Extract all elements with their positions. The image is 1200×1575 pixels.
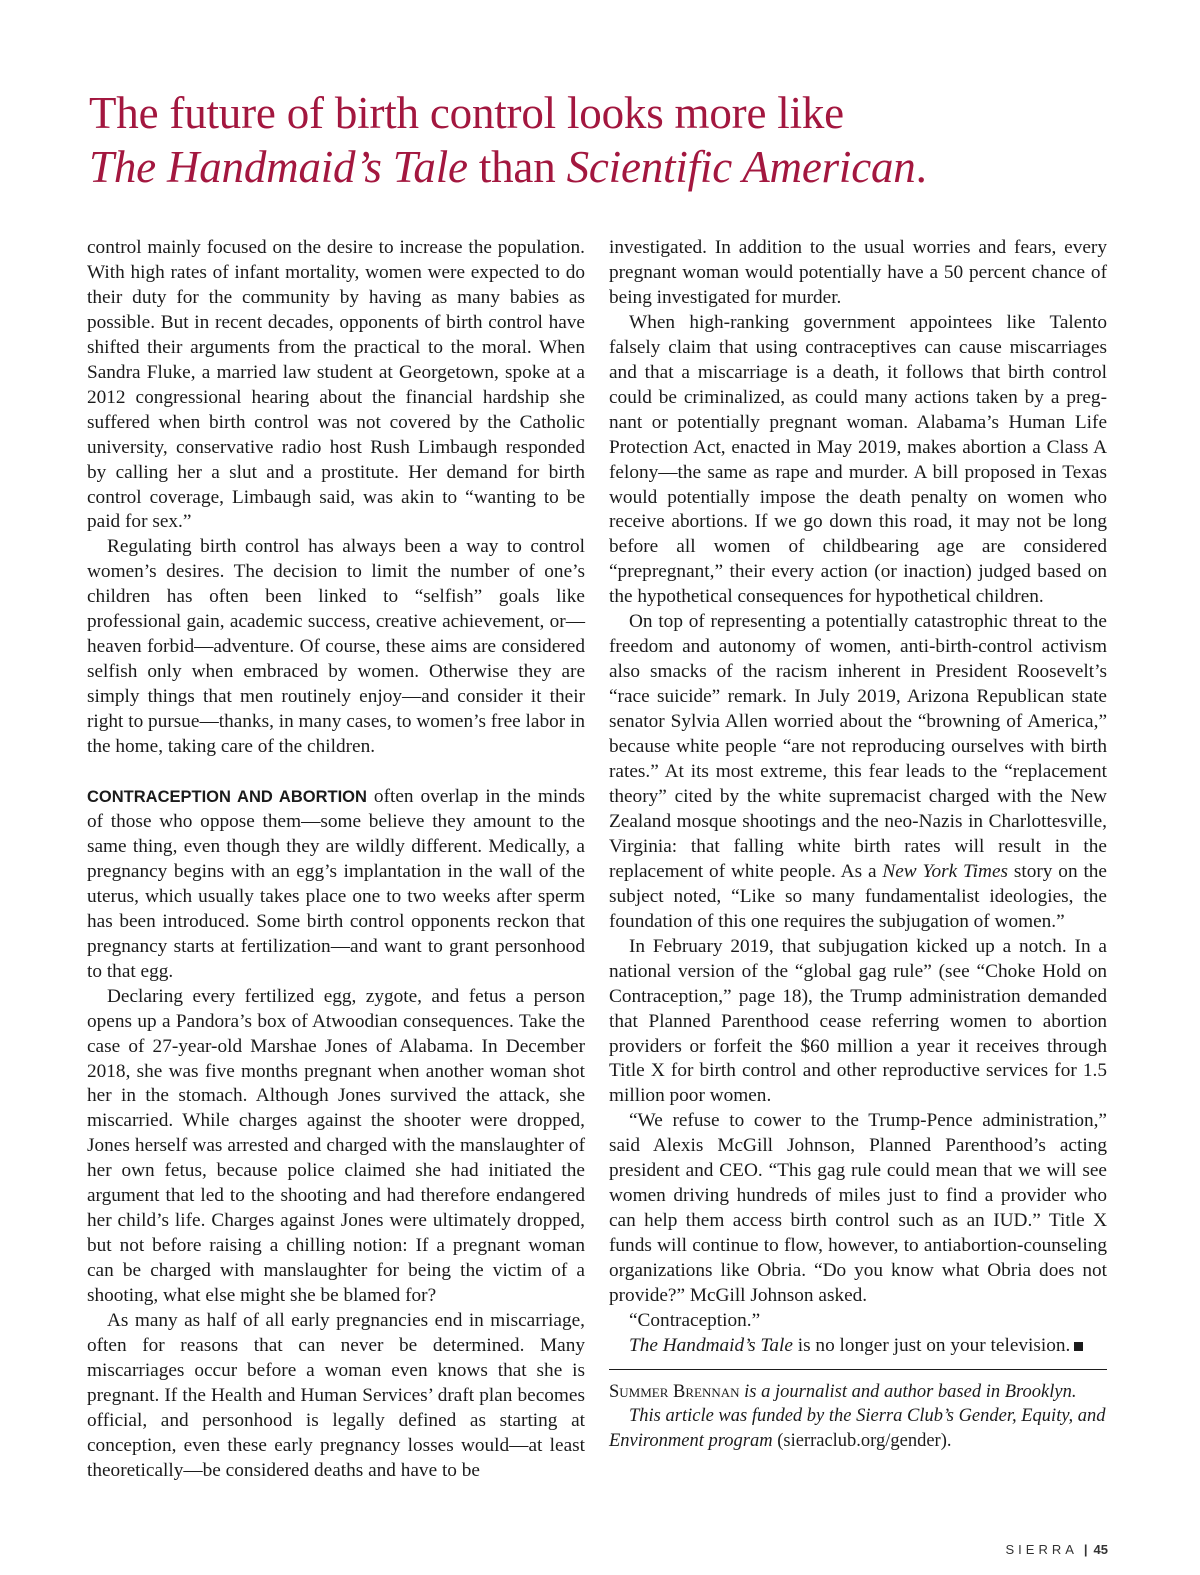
end-mark-icon bbox=[1074, 1342, 1083, 1351]
footer-separator: | bbox=[1083, 1542, 1088, 1557]
closing-text: is no longer just on your television. bbox=[792, 1334, 1071, 1356]
article-column-left bbox=[87, 236, 585, 1484]
section-paragraph-text: often overlap in the minds of those who oppose them—some believe they amount to the same thing, even though they are wildly different. Medically, a pregnancy begins with an egg’s implantation in the wall of the uterus, which usually takes place one to two weeks after sperm has been introduced. Some birth control opponents reckon that pregnancy starts at fertilization—and want to grant personhood to that egg. bbox=[87, 786, 585, 982]
headline-mid: than bbox=[467, 142, 567, 192]
page-footer bbox=[1005, 1542, 1108, 1557]
article-column-right bbox=[609, 236, 1107, 1453]
bio-divider bbox=[609, 1369, 1107, 1370]
funding-text: This article was funded by the Sierra Club’s Gender, Equity, and Environment program bbox=[609, 1406, 1106, 1451]
headline-end: . bbox=[915, 142, 927, 192]
publication-name: New York Times bbox=[882, 860, 1009, 882]
page-number: 45 bbox=[1093, 1542, 1108, 1557]
paragraph: “We refuse to cower to the Trump-Pence administration,” said Alexis McGill Johnson, Planned Parenthood’s acting president and CEO. “This gag rule could mean that we will see women driving hundreds of miles just to find a provider who can help them access birth control such as an IUD.” Title X funds will continue to flow, however, to antiabortion-counseling organizations like Obria. “Do you know what Obria does not provide?” McGill Johnson asked. bbox=[609, 1110, 1107, 1307]
closing-paragraph bbox=[609, 1334, 1107, 1359]
magazine-name: SIERRA bbox=[1005, 1542, 1078, 1557]
headline-line-2 bbox=[89, 140, 1119, 194]
section-paragraph bbox=[87, 785, 585, 985]
funding-note bbox=[609, 1404, 1107, 1453]
author-bio bbox=[609, 1380, 1107, 1405]
paragraph-text: On top of representing a potentially catastrophic threat to the freedom and autonomy of women, anti-birth-control activism also smacks of the racism inherent in President Roosevelt’s “race suicide” remark. In July 2019, Arizona Republican state senator Sylvia Allen worried about the “browning of America,” because white people “are not reproducing ourselves with birth rates.” At its most extreme, this fear leads to the “replacement theory” cited by the white supremacist charged with the New Zealand mosque shootings and the neo-Nazis in Charlottesville, Virginia: that falling white birth rates will result in the replacement of white people. As a bbox=[609, 611, 1107, 882]
headline-italic-title-2: Scientific American bbox=[566, 142, 916, 192]
author-name: Summer Brennan bbox=[609, 1381, 740, 1402]
paragraph: investigated. In addition to the usual worries and fears, every pregnant woman would potentially have a 50 percent chance of being investigated for murder. bbox=[609, 237, 1107, 308]
paragraph bbox=[609, 610, 1107, 934]
headline-line-1: The future of birth control looks more like bbox=[89, 88, 844, 138]
author-description: is a journalist and author based in Brooklyn. bbox=[739, 1381, 1077, 1402]
headline bbox=[89, 86, 1119, 194]
funding-url: (sierraclub.org/gender). bbox=[772, 1430, 952, 1451]
paragraph: Regulating birth control has always been a way to control women’s desires. The decision to limit the number of one’s children has often been linked to “selfish” goals like professional gain, academic success, creative achievement, or—heaven forbid—adventure. Of course, these aims are considered selfish only when embraced by women. Otherwise they are simply things that men routinely enjoy—and consider it their right to pursue—thanks, in many cases, to women’s free labor in the home, taking care of the children. bbox=[87, 536, 585, 758]
headline-italic-title-1: The Handmaid’s Tale bbox=[89, 142, 468, 192]
paragraph: In February 2019, that subjugation kicked up a notch. In a national version of the “global gag rule” (see “Choke Hold on Contraception,” page 18), the Trump administration demanded that Planned Parenthood cease referring women to abortion providers or forfeit the $60 million a year it receives through Title X for birth control and other reproductive services for 1.5 million poor women. bbox=[609, 935, 1107, 1107]
section-lead-in: CONTRACEPTION AND ABORTION bbox=[87, 788, 367, 807]
paragraph: Declaring every fertilized egg, zygote, and fetus a person opens up a Pandora’s box of Atwoodian consequences. Take the case of 27-year-old Marshae Jones of Alabama. In December 2018, she was five months pregnant when another woman shot her in the stomach. Although Jones survived the attack, she miscarried. While charges against the shooter were dropped, Jones herself was arrested and charged with the manslaughter of her own fetus, because police claimed she had initiated the argument that led to the shooting and had therefore endangered her child’s life. Charges against Jones were ultimately dropped, but not before raising a chilling notion: If a pregnant woman can be charged with manslaughter for being the victim of a shooting, what else might she be blamed for? bbox=[87, 985, 585, 1307]
paragraph: When high-ranking government appointees like Talento falsely claim that using contraceptives can cause miscarriages and that a miscarriage is a death, it follows that birth control could be criminalized, as could many actions taken by a pregnant or potentially pregnant woman. Alabama’s Human Life Protection Act, enacted in May 2019, makes abortion a Class A felony—the same as rape and murder. A bill proposed in Texas would potentially impose the death penalty on women who receive abortions. If we go down this road, it may not be long before all women of childbearing age are considered “prepregnant,” their every action (or inaction) judged based on the hypothetical consequences for hypothetical children. bbox=[609, 311, 1107, 608]
paragraph: As many as half of all early pregnancies end in miscarriage, often for reasons that can never be determined. Many miscarriages occur before a woman even knows that she is pregnant. If the Health and Human Services’ draft plan becomes official, and personhood is legally defined as starting at conception, even these early pregnancy losses would—at least theoretically—be considered deaths and have to be bbox=[87, 1310, 585, 1481]
paragraph: “Contraception.” bbox=[629, 1309, 761, 1331]
paragraph-text: story on the subject noted, “Like so many fundamentalist ideologies, the foundation of this one requires the subjugation of women.” bbox=[609, 860, 1107, 932]
paragraph: control mainly focused on the desire to increase the population. With high rates of infant mortality, women were expected to do their duty for the community by having as many babies as possible. But in recent decades, opponents of birth control have shifted their arguments from the practical to the moral. When Sandra Fluke, a married law student at Georgetown, spoke at a 2012 congressional hearing about the financial hardship she suffered when birth control was not covered by the Catholic university, conservative radio host Rush Limbaugh responded by calling her a slut and a prostitute. Her demand for birth control coverage, Limbaugh said, was akin to “wanting to be paid for sex.” bbox=[87, 237, 585, 533]
book-title: The Handmaid’s Tale bbox=[629, 1334, 793, 1356]
